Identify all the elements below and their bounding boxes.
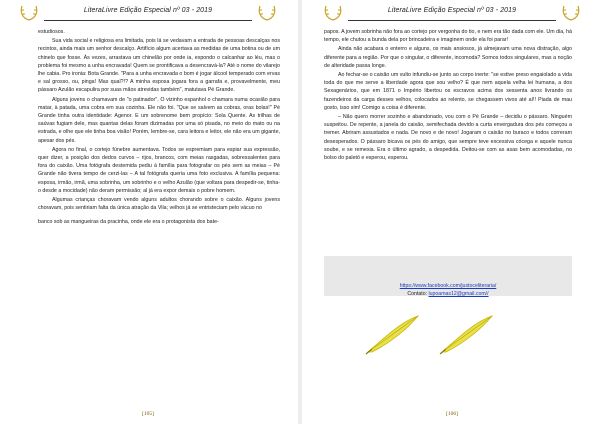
paragraph: Alguns jovens o chamavam de "o patinador". O vizinho espanhol o chamara numa ocasião para matar, à patada, uma cobra em sua cozinha. Ele não foi. "Que se salvem as cobras, oras bolas!" Pé Grande tinha outra identidade: Agenor. E um sobrenome bem propício: Sola Quente. As trilhas de saúvas fugiam dele, mas quantas delas foram dizimadas por uma só pisada, no meio do mato ou na estrada, e olhe que ele tinha boa visão! Porém, lembre-se, cara leitora e leitor, ele não era um gigante, apesar dos pés. [38,96,280,144]
paragraph: Agora no final, o cortejo fúnebre aumentava. Todos se espremiam para espiar sua expressão, quer dizer, a posição dos dedos curvos – rijos, brancos, com meias rasgadas, sobressalentes para fora do caixão. Uma fotógrafa destemida pediu à família para fotografar os pés sem as meias – Pé Grande não tivera tempo de cerzi-las – A tal fotógrafa queria uma foto exclusiva. A família pequena: esposa, irmão, irmã, uma sobrinha, um sobrinho e o velho Azulão (que voltara para despedir-se, tinha-o desde a mocidade) não deram permissão; al já era expor demais o pobre homem. [38,146,280,194]
left-body-text [38,28,280,228]
paragraph: banco sob as mangueiras da pracinha, onde ele era o protagonista dos bate- [38,219,219,226]
right-header [318,4,586,24]
paragraph: Sua vida social e religiosa era limitada, pois lá se vedavam a entrada de pessoas descalças nos recintos, ainda mais um senhor descalço. Artifício algum acertava as medidas de uma botina ou de um chinelo que fosse. Às vezes, arrastava um chinelão por onde ia, expondo o calcanhar ao léu, mas o problema foi mesmo a unha encravada! Quem se prontificava a desencravá-la? Até o nome do vilarejo lhe cabia. Pro ironia: Bota Grande. "Para a unha encravada o bom é jogar álcool temperado com ervas e sal grosso, ou, pinga! Mas qual?!? A minha esposa jogara fora a garrafa e, provavelmente, meu pássaro Azulão escapulira por suas mãos atrevidas também", matutava Pé Grande. [38,38,280,94]
page-number: [106] [446,411,458,417]
paragraph: papos. A jovem sobrinha não fora ao cortejo por vergonha do tio, e nem era tão dada com ele. Um dia, há tempo, ele chutou a bunda dela por brincadeira e imaginem onde ela foi parar! [324,29,572,44]
paragraph: estudiosos. [38,29,65,35]
left-header [14,4,282,24]
header-title: LiteraLivre Edição Especial nº 03 - 2019 [83,7,213,14]
paragraph: Algumas crianças choravam vendo alguns adultos chorando sobre o caixão. Alguns jovens choravam, pois sentiriam falta da única atração da Vila; velhos já se entristeciam pelo vácuo no [38,197,280,212]
facebook-link[interactable]: https://www.facebook.com/justoceliteraria/ [399,283,497,289]
laurel-wreath-icon [256,4,278,22]
header-rule [44,20,252,21]
right-page [304,0,600,424]
email-link[interactable]: lupoamas12@gmail.com// [428,291,489,297]
paragraph: Ainda não acabara o enterro e alguns, os mais ansiosos, já almejavam uma nova distração, algo diferente para a região. Por que o singular, o diferente, incomoda? Somos todos singulares, mas a noção de alteridade passa longe. [324,46,572,69]
paragraph: Ao fechar-se o caixão um vulto infundiu-se junto ao corpo inerte: "se estive preso engaiolado a vida toda do que me serve a liberdade agora que sou velho? É que nem aquela velha lei humana, a dos Sexagenários, que em 1871 o Império libertou os escravos acima dos sessenta anos livrando os fazendeiros da carga desses velhos, colocados ao relento, se chegassem vivos até aí!! Piada de mau gosto, isso sim! Comigo a coisa é diferente. [324,72,572,111]
quill-pen-icon [362,312,422,356]
header-title: LiteraLivre Edição Especial nº 03 - 2019 [387,7,517,14]
page-number: [105] [142,411,154,417]
header-rule [348,20,556,21]
contact-label: Contato: [407,291,428,297]
laurel-wreath-icon [560,4,582,22]
page-gutter [298,0,302,424]
left-page [0,0,296,424]
paragraph: – Não quero morrer sozinho e abandonado, vou com o Pé Grande – decidiu o pássaro. Ninguém suspeitou. De repente, a janela do caixão, semifechada devido a curta envergadura dos pés começou a tremer. Abriram assustados e nada. De novo e de novo! Jogaram o caixão no buraco e todos correram desesperados. O pássaro bicava os pés do amigo, que sempre teve excessiva cócega e aquele nunca soube, e se remexia. Era o último agrado, a despedida. Deitou-se com as asas bem acomodadas, no bolso do paletó e esperou, esperou. [324,114,572,162]
quill-pen-icon [436,312,496,356]
contact-block [324,282,572,298]
right-body-text [324,28,572,163]
